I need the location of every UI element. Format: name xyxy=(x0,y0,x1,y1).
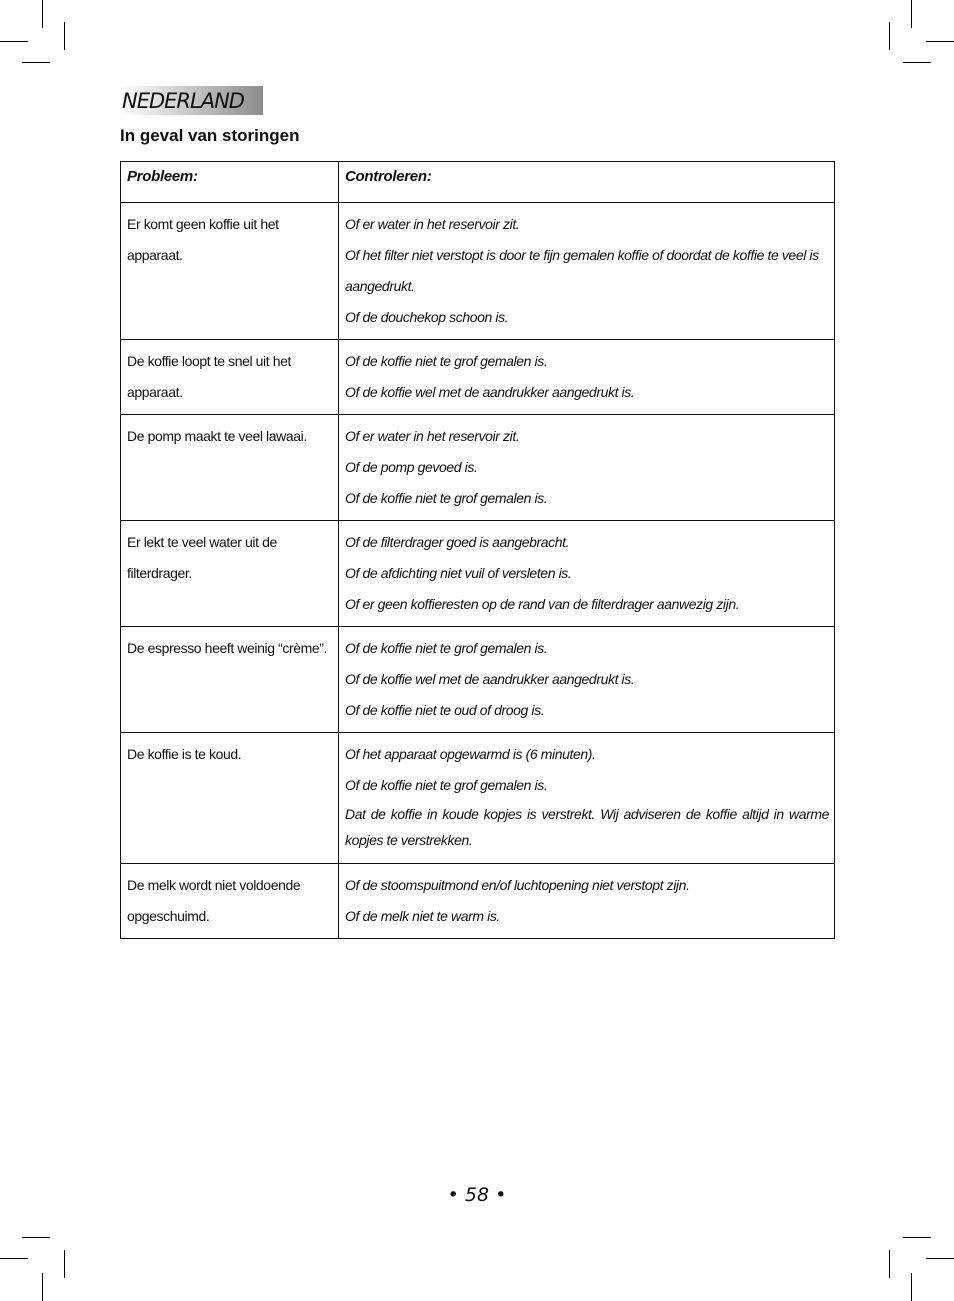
check-cell xyxy=(339,521,835,627)
column-header-check: Controleren: xyxy=(339,162,835,203)
check-cell xyxy=(339,415,835,521)
check-item: Of de melk niet te warm is. xyxy=(345,908,500,924)
problem-cell: Er komt geen koffie uit het apparaat. xyxy=(121,203,339,340)
check-item: Of er geen koffieresten op de rand van de filterdrager aanwezig zijn. xyxy=(345,596,740,612)
check-item: Of de koffie wel met de aandrukker aangedrukt is. xyxy=(345,671,635,687)
table-row xyxy=(121,340,835,415)
check-item: Of er water in het reservoir zit. xyxy=(345,216,520,232)
table-row xyxy=(121,521,835,627)
check-cell xyxy=(339,203,835,340)
table-row xyxy=(121,864,835,939)
check-item: Of de afdichting niet vuil of versleten is. xyxy=(345,565,572,581)
troubleshooting-table xyxy=(120,161,835,939)
column-header-problem: Probleem: xyxy=(121,162,339,203)
crop-mark xyxy=(0,41,28,42)
crop-mark xyxy=(22,1237,50,1238)
crop-mark xyxy=(903,1237,931,1238)
problem-cell: De espresso heeft weinig “crème”. xyxy=(121,627,339,733)
check-item: Of de koffie niet te grof gemalen is. xyxy=(345,490,548,506)
crop-mark xyxy=(42,1273,43,1301)
check-item: Of de pomp gevoed is. xyxy=(345,459,478,475)
check-item: Of de filterdrager goed is aangebracht. xyxy=(345,534,570,550)
check-cell xyxy=(339,733,835,864)
table-row xyxy=(121,733,835,864)
table-row xyxy=(121,415,835,521)
check-cell xyxy=(339,864,835,939)
check-item: Of de koffie niet te grof gemalen is. xyxy=(345,640,548,656)
page-number: • 58 • xyxy=(447,1184,507,1206)
language-tag xyxy=(120,86,263,115)
crop-mark xyxy=(889,1250,890,1278)
check-item: Dat de koffie in koude kopjes is verstrekt. Wij adviseren de koffie altijd in warme kopjes te verstrekken. xyxy=(345,806,829,848)
crop-mark xyxy=(926,1258,954,1259)
table-row xyxy=(121,627,835,733)
check-cell xyxy=(339,627,835,733)
check-item: Of het apparaat opgewarmd is (6 minuten). xyxy=(345,746,596,762)
check-item: Of de stoomspuitmond en/of luchtopening niet verstopt zijn. xyxy=(345,877,690,893)
problem-cell: De koffie is te koud. xyxy=(121,733,339,864)
crop-mark xyxy=(911,1273,912,1301)
check-item: Of de douchekop schoon is. xyxy=(345,309,509,325)
table-header-row xyxy=(121,162,835,203)
crop-mark xyxy=(911,0,912,28)
check-cell xyxy=(339,340,835,415)
crop-mark xyxy=(64,22,65,50)
problem-cell: De pomp maakt te veel lawaai. xyxy=(121,415,339,521)
language-tag-label: NEDERLAND xyxy=(122,89,244,113)
crop-mark xyxy=(22,62,50,63)
check-item: Of er water in het reservoir zit. xyxy=(345,428,520,444)
crop-mark xyxy=(926,41,954,42)
check-item: Of de koffie niet te grof gemalen is. xyxy=(345,353,548,369)
crop-mark xyxy=(889,22,890,50)
crop-mark xyxy=(42,0,43,28)
section-title: In geval van storingen xyxy=(120,126,300,145)
crop-mark xyxy=(903,62,931,63)
check-item: Of de koffie niet te oud of droog is. xyxy=(345,702,545,718)
check-item: Of de koffie niet te grof gemalen is. xyxy=(345,777,548,793)
crop-mark xyxy=(0,1258,28,1259)
table-row xyxy=(121,203,835,340)
check-item: Of de koffie wel met de aandrukker aangedrukt is. xyxy=(345,384,635,400)
crop-mark xyxy=(64,1250,65,1278)
problem-cell: Er lekt te veel water uit de filterdrager. xyxy=(121,521,339,627)
problem-cell: De melk wordt niet voldoende opgeschuimd. xyxy=(121,864,339,939)
problem-cell: De koffie loopt te snel uit het apparaat. xyxy=(121,340,339,415)
check-item: Of het filter niet verstopt is door te fijn gemalen koffie of doordat de koffie te veel is aangedrukt. xyxy=(345,247,819,294)
